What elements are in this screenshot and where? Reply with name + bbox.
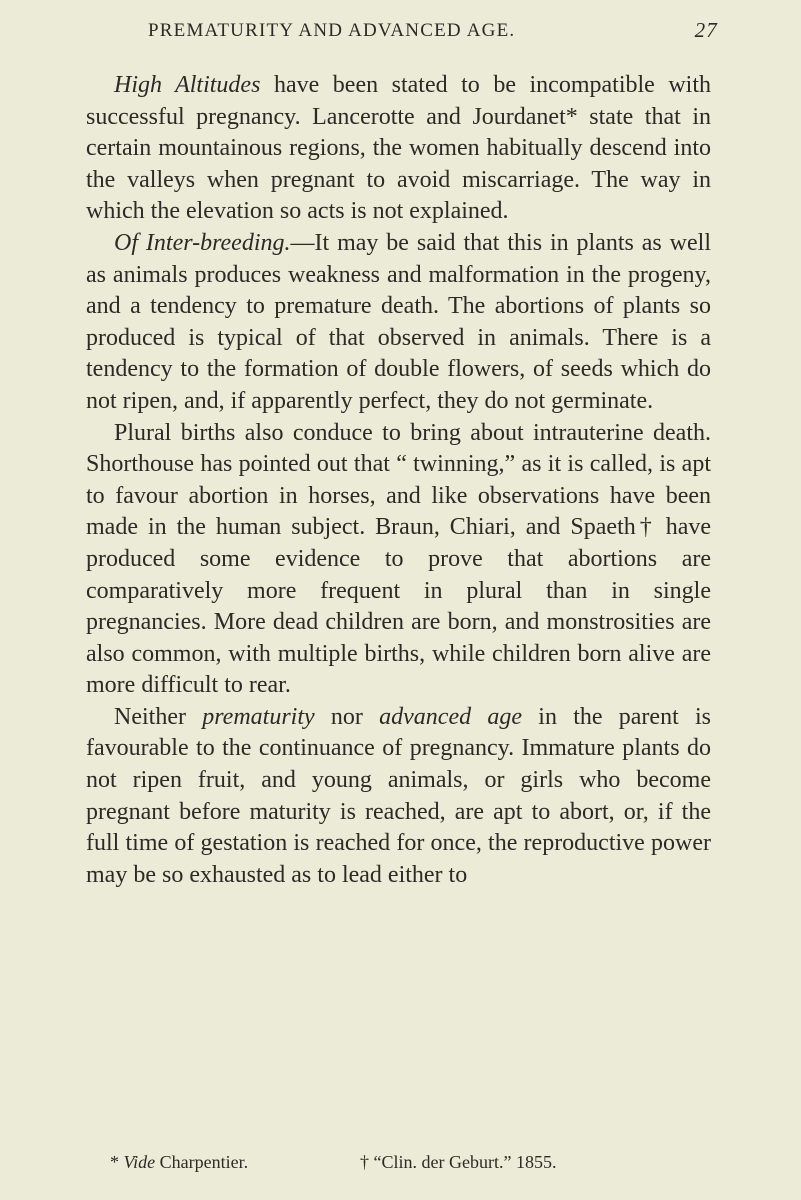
- paragraph-text: Plural births also conduce to bring about intrauterine death. Shorthouse has pointed out that “ twinning,” as it is called, is apt to favour abortion in horses, and like observations have been made in the human subject. Braun, Chiari, and Spaeth† have produced some evidence to prove that abortions are comparatively more frequent in plural than in single pregnancies. More dead children are born, and monstrosities are also common, with multiple births, while children born alive are more difficult to rear.: [86, 419, 711, 699]
- page-number: 27: [694, 18, 718, 42]
- running-head-title: PREMATURITY AND ADVANCED AGE.: [148, 20, 516, 41]
- footnote-text: “Clin. der Geburt.” 1855.: [373, 1152, 557, 1172]
- paragraph-text: have been stated to be incompatible with successful pregnancy. Lancerotte and Jourdanet* state that in certain mountainous regions, the women habitually descend into the valleys when pregnant to avoid miscarriage. The way in which the elevation so acts is not explained.: [86, 72, 712, 225]
- footnote-text: Charpentier.: [155, 1152, 249, 1172]
- paragraph-text: in the parent is favourable to the continuance of pregnancy. Immature plants do not ripen fruit, and young animals, or girls who become pregnant before maturity is reached, are apt to abort, or, if the full time of gestation is reached for once, the reproductive power may be so exhausted as to lead either to: [86, 703, 711, 888]
- paragraph-prematurity: [86, 702, 711, 892]
- footnote-emphasis: Vide: [123, 1152, 156, 1172]
- paragraph-inter-breeding: [86, 228, 711, 418]
- paragraph-high-altitudes: [86, 70, 711, 228]
- paragraph-pre: Neither: [114, 703, 203, 730]
- paragraph-emphasis: prematurity: [202, 703, 315, 730]
- paragraph-lead: Of Inter-breeding.: [114, 229, 291, 256]
- paragraph-text: —It may be said that this in plants as well as animals produces weakness and malformation in the progeny, and a tendency to premature death. The abortions of plants so produced is typical of that observed in animals. There is a tendency to the formation of double flowers, of seeds which do not ripen, and, if apparently perfect, they do not germinate.: [86, 229, 711, 414]
- paragraph-lead: High Altitudes: [114, 72, 261, 98]
- footnote: [110, 1150, 248, 1174]
- paragraph-mid: nor: [314, 703, 380, 730]
- footnote-mark: *: [110, 1152, 124, 1172]
- footnote-mark: †: [360, 1152, 374, 1172]
- paragraph-emphasis: advanced age: [379, 703, 523, 730]
- body-text: [86, 70, 711, 891]
- footnote: [360, 1150, 556, 1174]
- paragraph-plural-births: [86, 418, 711, 702]
